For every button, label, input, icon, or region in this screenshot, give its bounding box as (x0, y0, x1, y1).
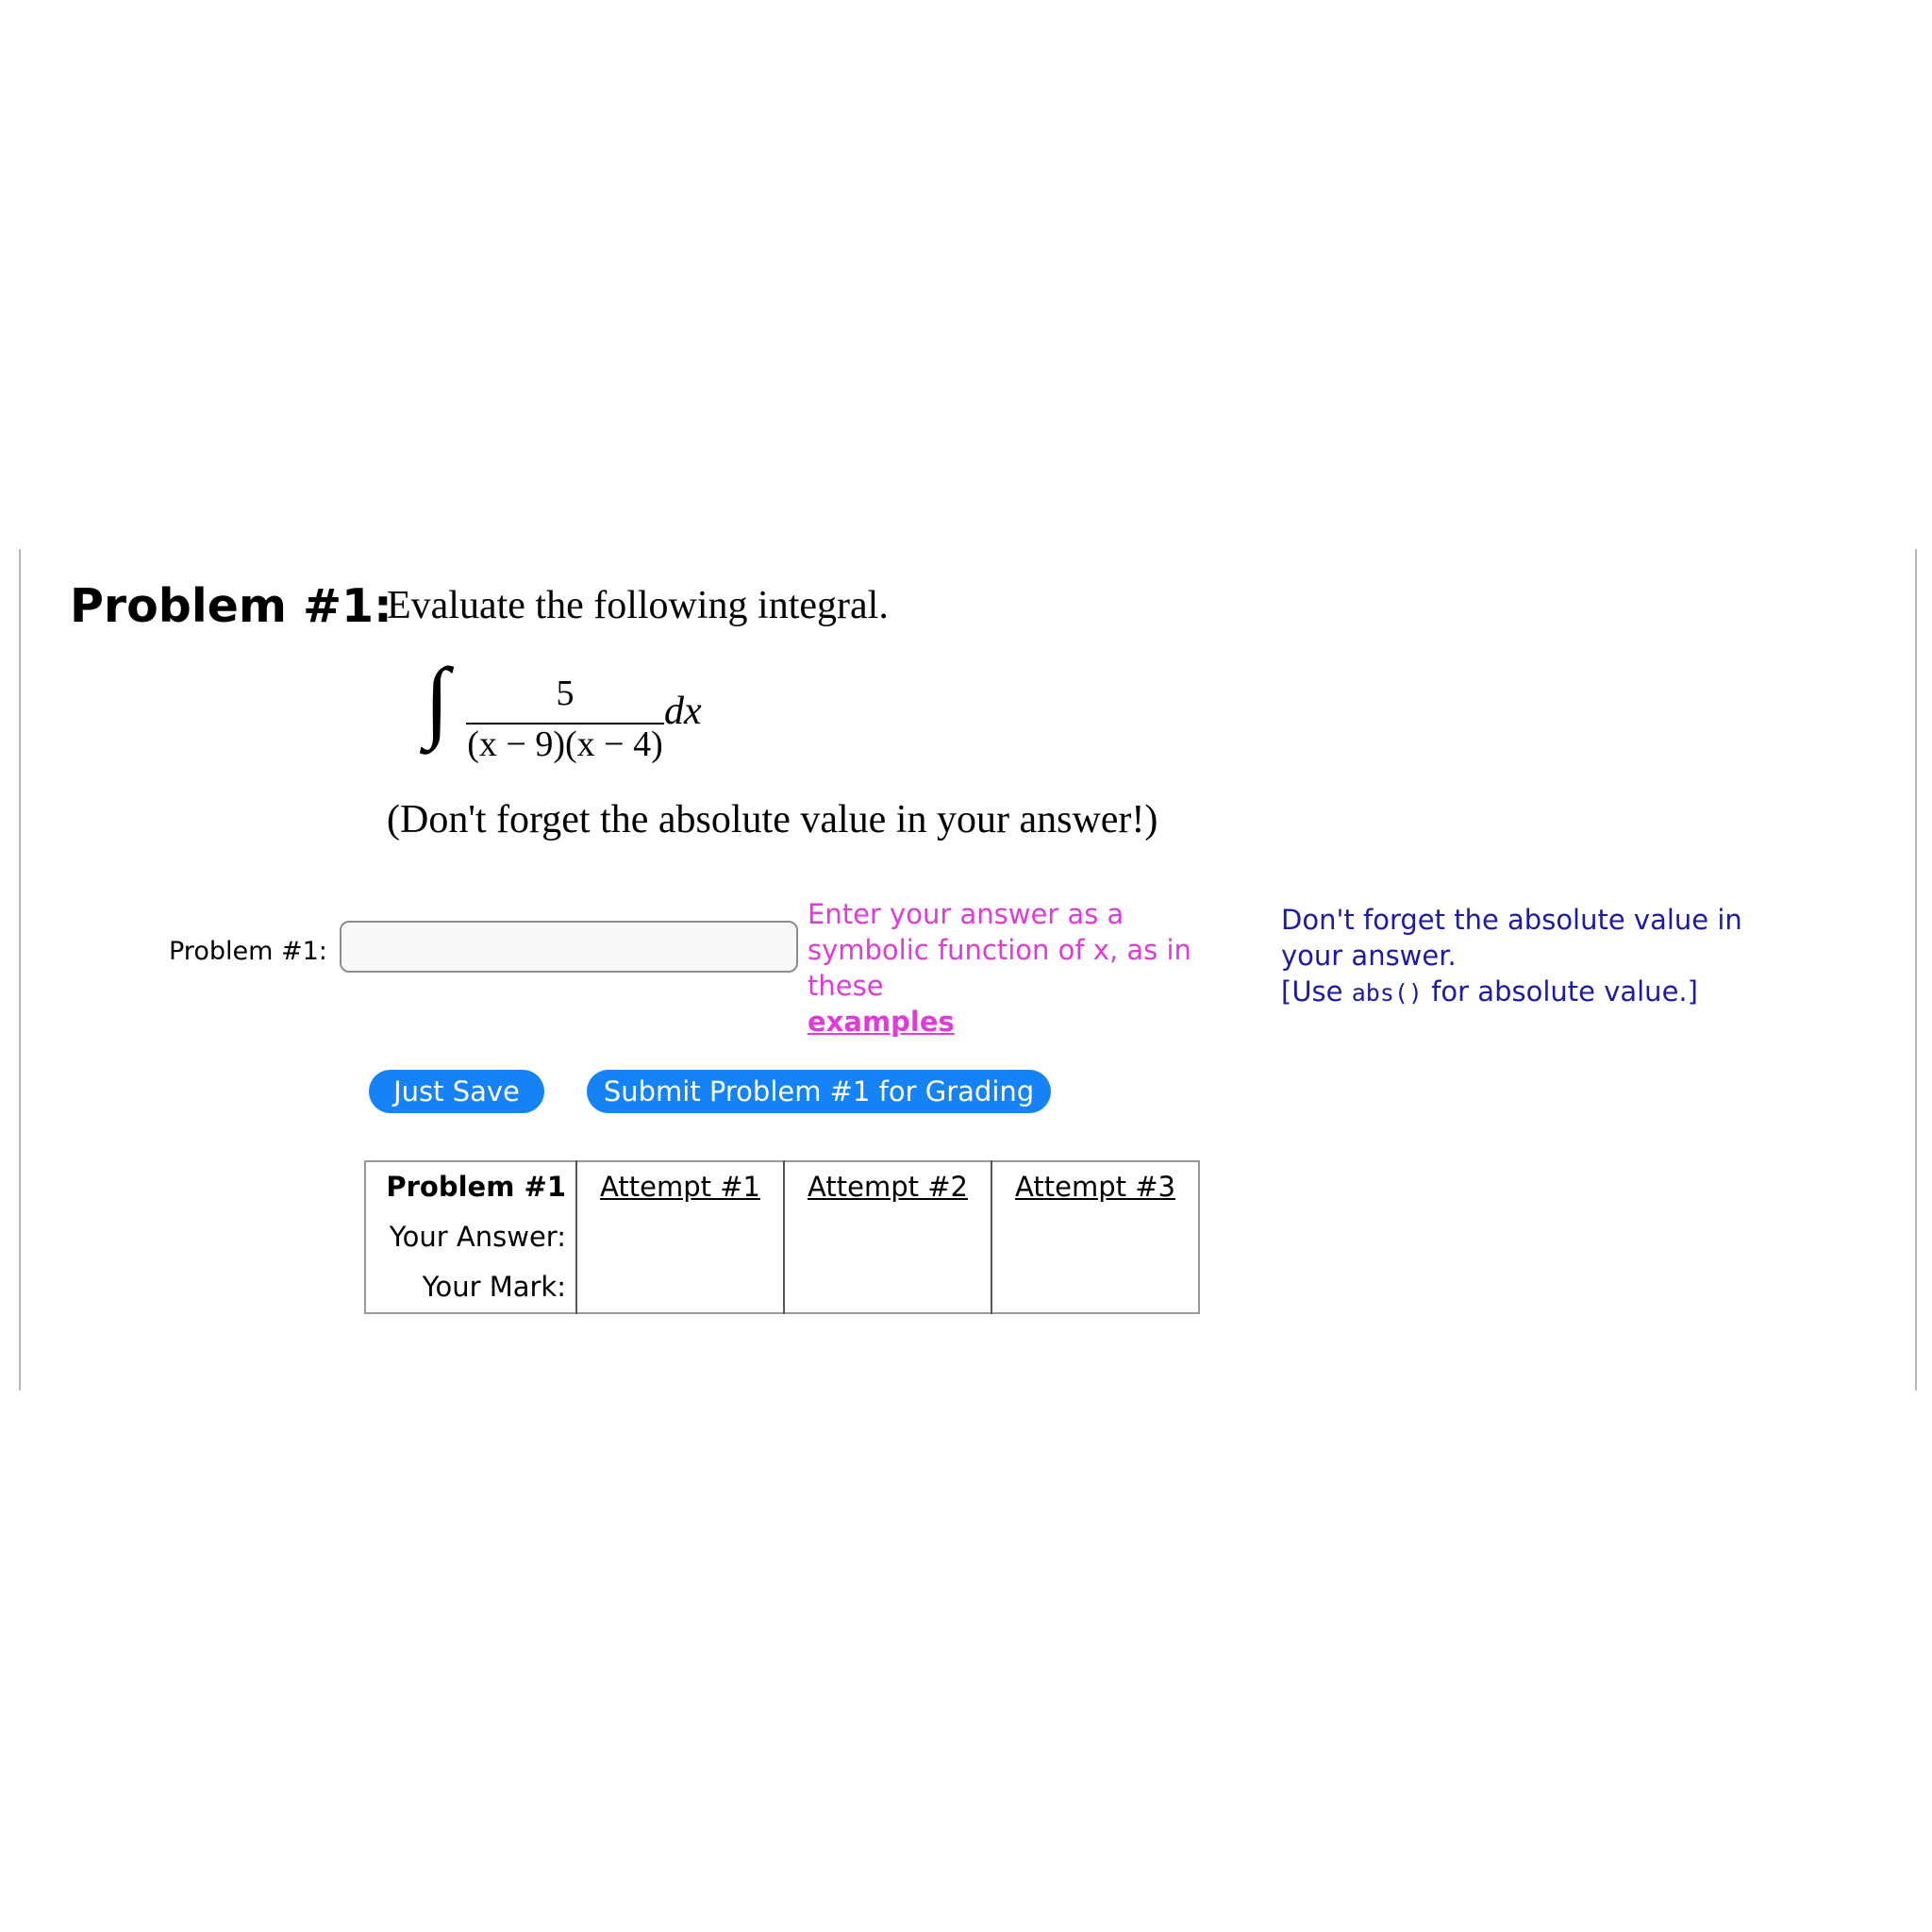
submit-grading-button[interactable]: Submit Problem #1 for Grading (587, 1070, 1051, 1113)
note-line2-prefix: [Use (1281, 975, 1343, 1008)
differential: dx (664, 690, 702, 733)
integral-sign: ∫ (425, 649, 450, 750)
problem-statement: Evaluate the following integral. (387, 584, 889, 627)
attempt-column-1 (576, 1161, 784, 1313)
attempt-1-link[interactable]: Attempt #1 (600, 1171, 760, 1203)
answer-input[interactable] (340, 921, 798, 973)
attempt-3-link[interactable]: Attempt #3 (1015, 1171, 1175, 1203)
note-line2-suffix: for absolute value.] (1431, 975, 1698, 1008)
attempts-label-column (365, 1161, 576, 1313)
absolute-value-reminder: (Don't forget the absolute value in your answer!) (387, 798, 1158, 841)
just-save-button[interactable]: Just Save (369, 1070, 544, 1113)
attempt-2-link[interactable]: Attempt #2 (808, 1171, 968, 1203)
answer-label: Problem #1: (169, 937, 327, 966)
numerator: 5 (556, 674, 575, 713)
answer-instructions (808, 896, 1241, 1040)
examples-link[interactable]: examples (808, 1006, 955, 1038)
attempt-column-3 (991, 1161, 1199, 1313)
note-line1: Don't forget the absolute value in your answer. (1281, 904, 1742, 972)
attempt-column-2 (784, 1161, 991, 1313)
problem-heading: Problem #1: (70, 579, 392, 633)
absolute-value-note (1281, 902, 1772, 1011)
attempts-table (364, 1160, 1200, 1314)
your-mark-label: Your Mark: (422, 1271, 566, 1303)
instructions-text: Enter your answer as a symbolic function of x, as in these (808, 898, 1191, 1002)
denominator: (x − 9)(x − 4) (467, 724, 663, 764)
your-answer-label: Your Answer: (389, 1221, 566, 1253)
abs-code: abs() (1351, 979, 1423, 1007)
attempts-table-title: Problem #1 (386, 1171, 566, 1203)
